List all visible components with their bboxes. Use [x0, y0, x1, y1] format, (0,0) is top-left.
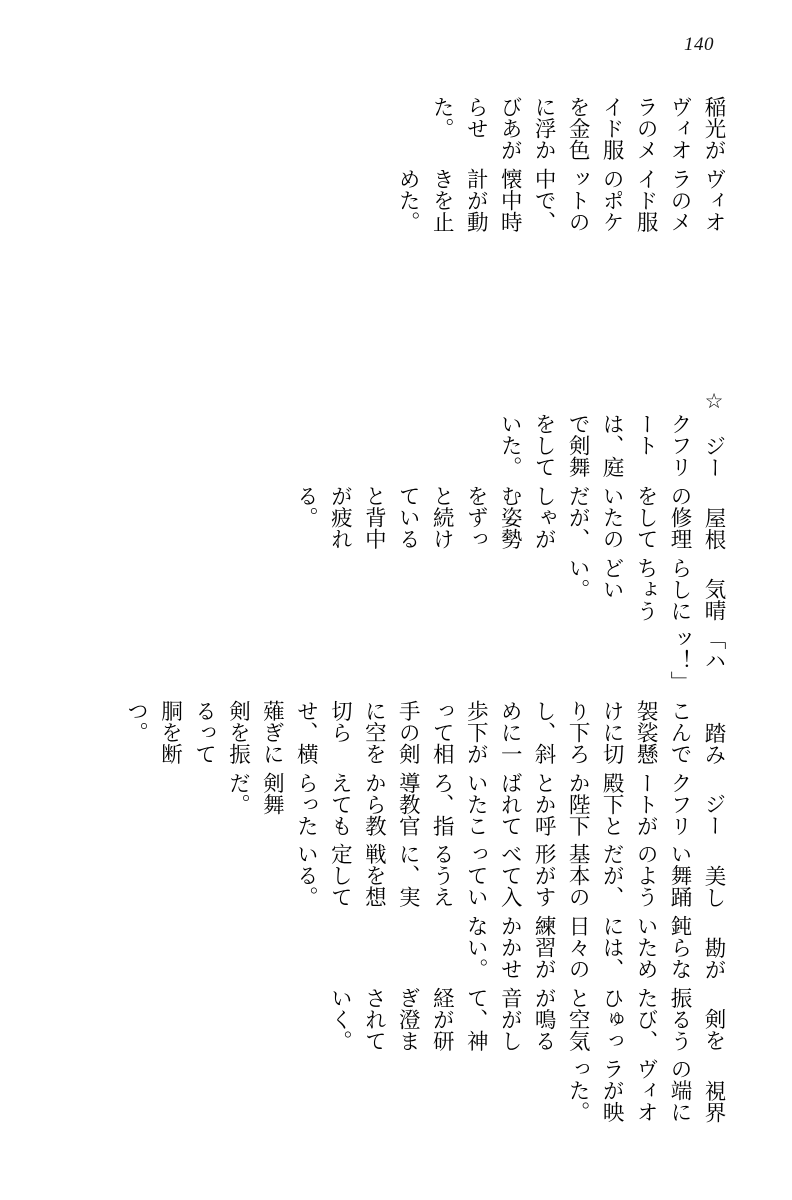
paragraph-12: 視界の端にヴィオラが映った。: [566, 1058, 726, 1123]
paragraph-8: ジークフリートが殿下とか陛下とか呼ばれていたころ、指導教官から教えてもらった剣舞だ。: [226, 771, 726, 837]
paragraph-2: ヴィオラのメイド服のポケットの中で、懐中時計が動きを止めた。: [396, 167, 726, 233]
paragraph-5: 気晴らしにちょうどいい。: [566, 556, 726, 622]
scene-divider: [697, 239, 730, 413]
paragraph-11: 剣を振るうたび、ひゅっと空気が鳴る音がして、神経が研ぎ澄まされていく。: [328, 986, 726, 1052]
paragraph-1: 稲光がヴィオラのメイド服を金色に浮かびあがらせた。: [430, 96, 726, 161]
paragraph-10: 勘が鈍らないためには、日々の練習がかかせない。: [464, 915, 726, 980]
paragraph-6-dialogue: 「ハッ！」: [668, 628, 726, 693]
paragraph-4: 屋根の修理をしていたのだが、しゃがむ姿勢をずっと続けていると背中が疲れる。: [294, 485, 726, 550]
page-number: 140: [684, 34, 714, 55]
paragraph-9: 美しい舞踊のようだが、基本の形がすべて入っているうえに、実戦を想定している。: [294, 843, 726, 908]
scene-divider-glyph: ☆: [702, 389, 726, 414]
paragraph-3: ジークフリートは、庭で剣舞をしていた。: [498, 413, 726, 478]
paragraph-7: 踏みこんで袈裟懸けに切り下ろし、斜めに一歩下がって相手の剣に空を切らせ、横薙ぎに剣を振るって胴を断つ。: [124, 700, 726, 765]
vertical-text-body: [48, 96, 730, 1130]
